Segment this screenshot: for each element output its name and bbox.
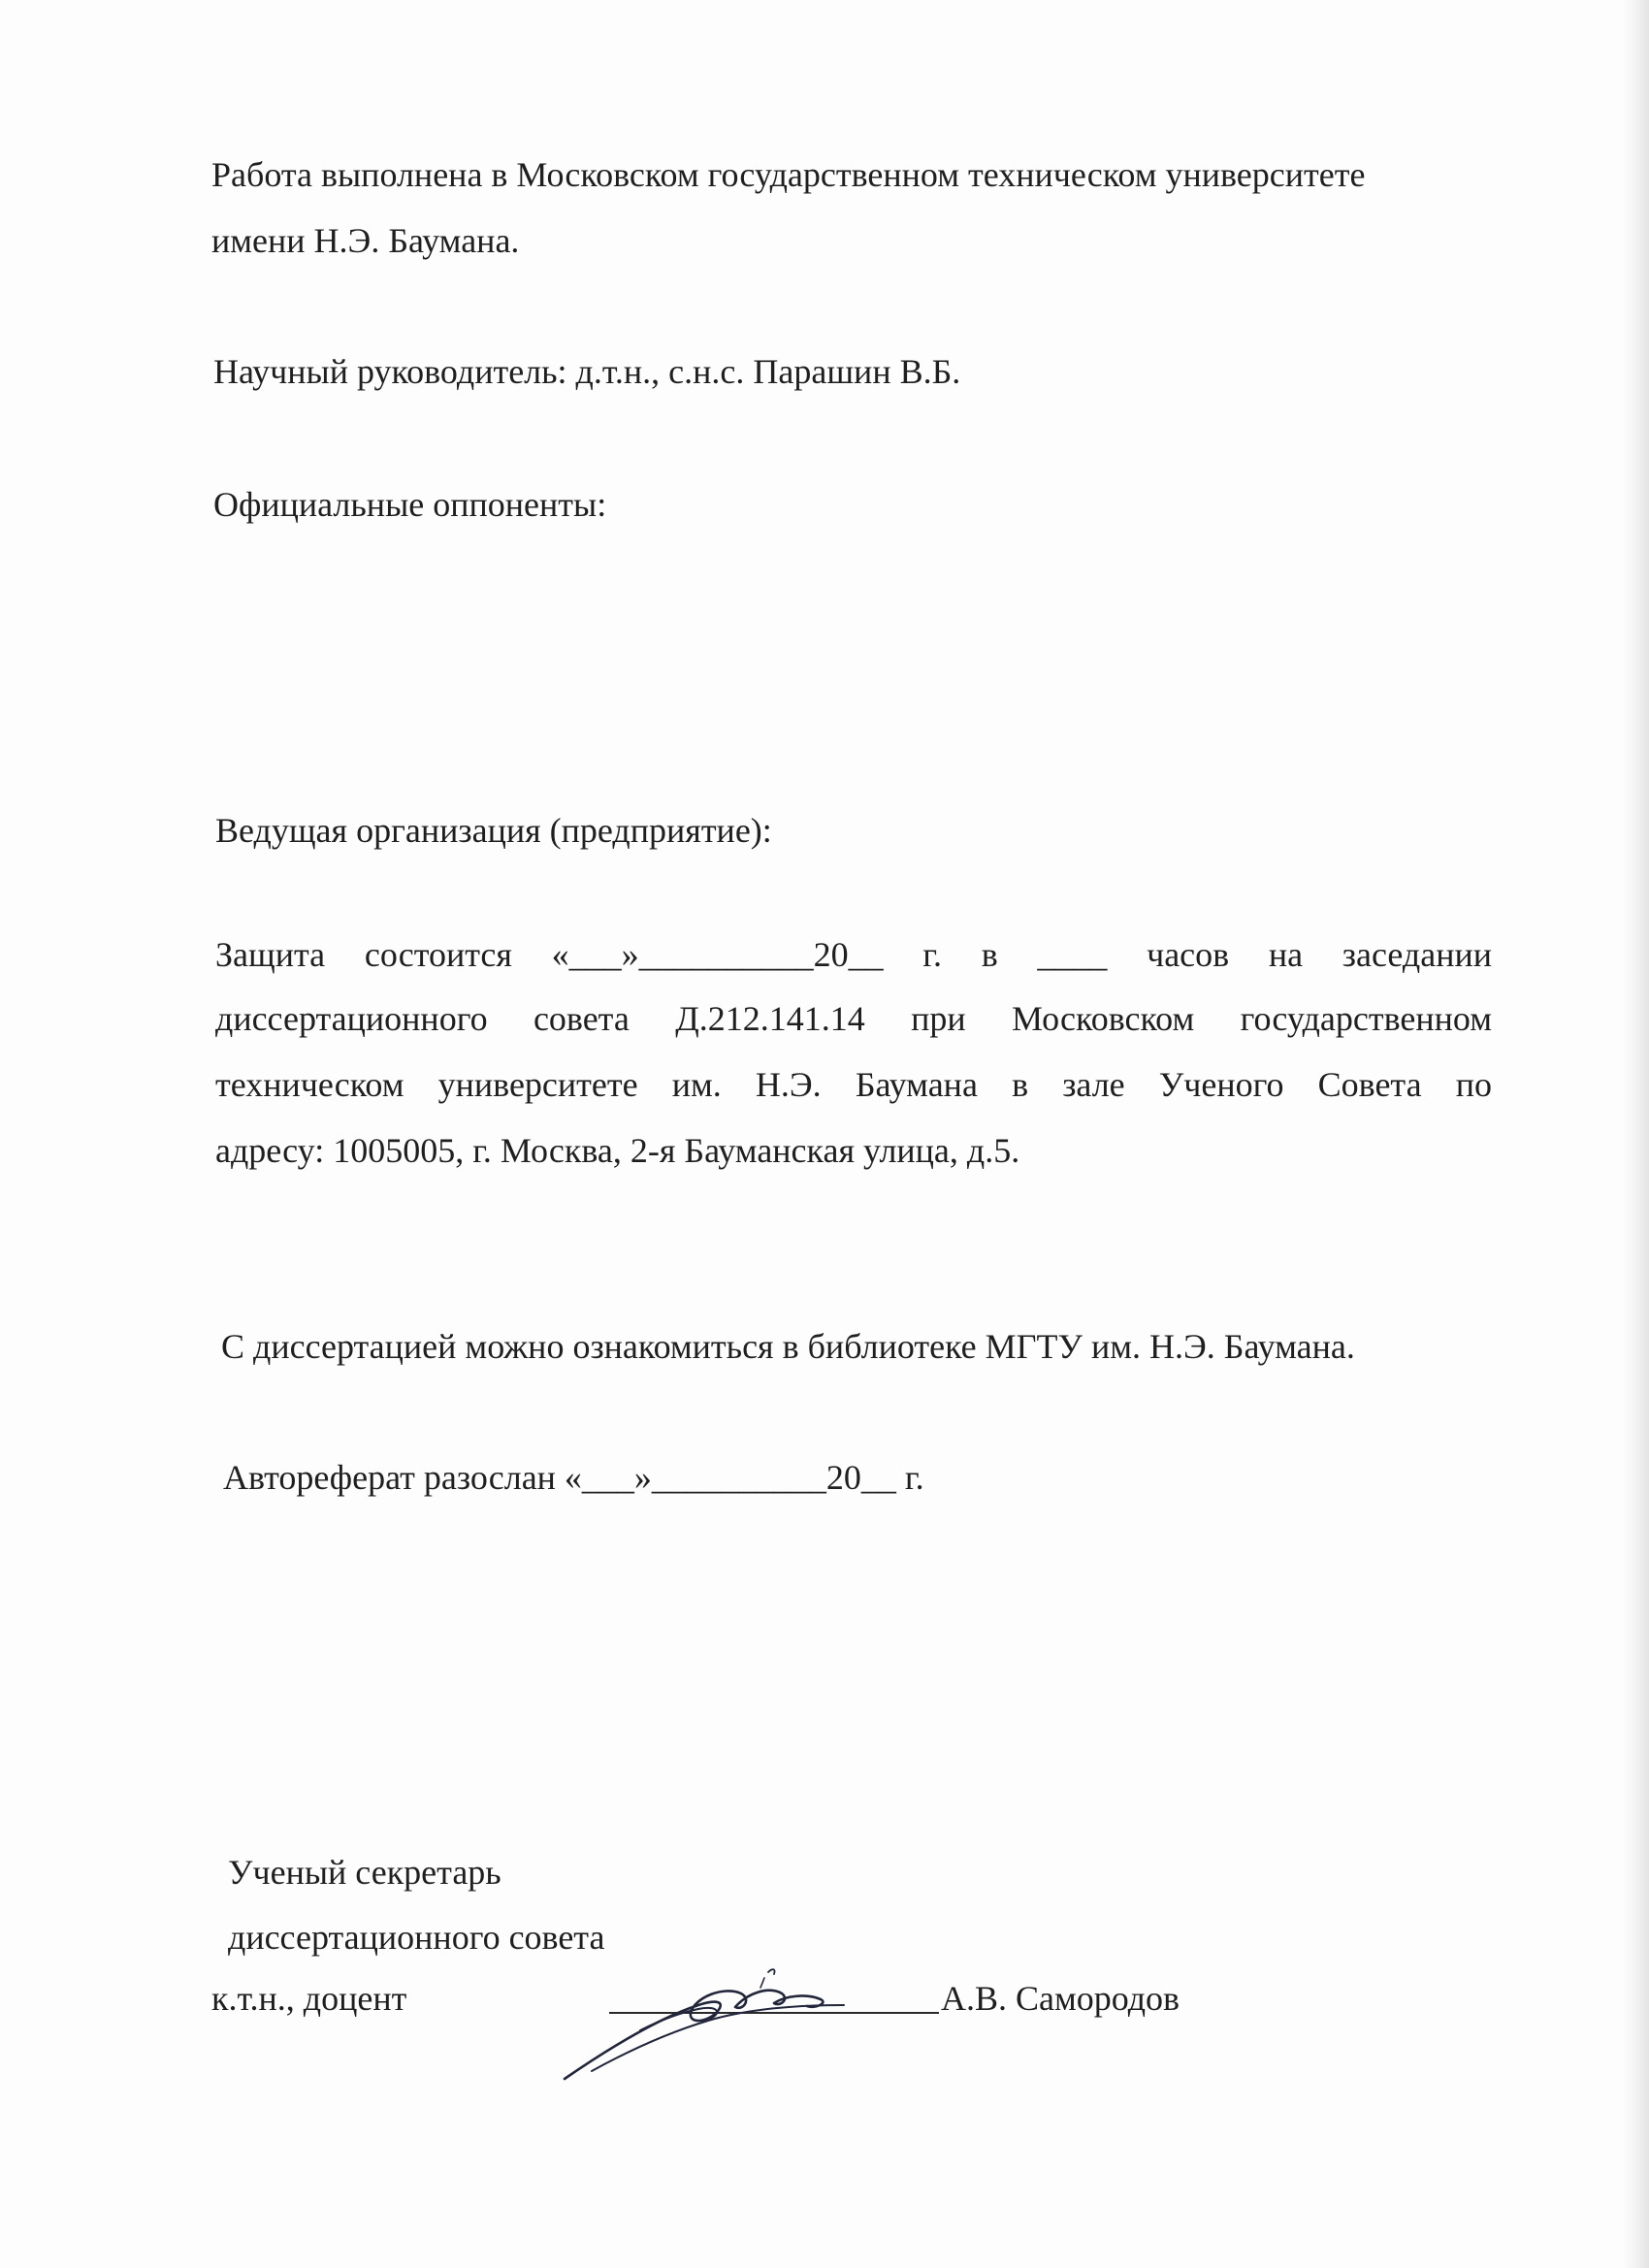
intro-line-1: Работа выполнена в Московском государственном техническом университете [211, 155, 1366, 194]
secretary-title-1: Ученый секретарь [228, 1853, 501, 1892]
intro-line-2: имени Н.Э. Баумана. [211, 221, 520, 260]
secretary-name: А.В. Самородов [941, 1979, 1180, 2018]
defense-line-1: Защита состоится «___»__________20__ г. в ____ часов на заседании [215, 935, 1492, 974]
supervisor-line: Научный руководитель: д.т.н., с.н.с. Парашин В.Б. [213, 352, 961, 391]
abstract-sent-line: Автореферат разослан «___»__________20__ г. [223, 1458, 924, 1497]
scan-edge-shadow [1622, 0, 1649, 2268]
opponents-heading: Официальные оппоненты: [213, 485, 607, 524]
secretary-title-2: диссертационного совета [228, 1918, 605, 1957]
library-line: С диссертацией можно ознакомиться в библиотеке МГТУ им. Н.Э. Баумана. [221, 1327, 1355, 1366]
defense-line-4: адресу: 1005005, г. Москва, 2-я Бауманская улица, д.5. [215, 1131, 1020, 1170]
defense-line-2: диссертационного совета Д.212.141.14 при Московском государственном [215, 999, 1492, 1038]
defense-line-3: техническом университете им. Н.Э. Баумана в зале Ученого Совета по [215, 1065, 1492, 1104]
secretary-title-3: к.т.н., доцент [211, 1979, 407, 2018]
leading-organization-heading: Ведущая организация (предприятие): [215, 811, 772, 850]
handwritten-signature [553, 1916, 902, 2090]
